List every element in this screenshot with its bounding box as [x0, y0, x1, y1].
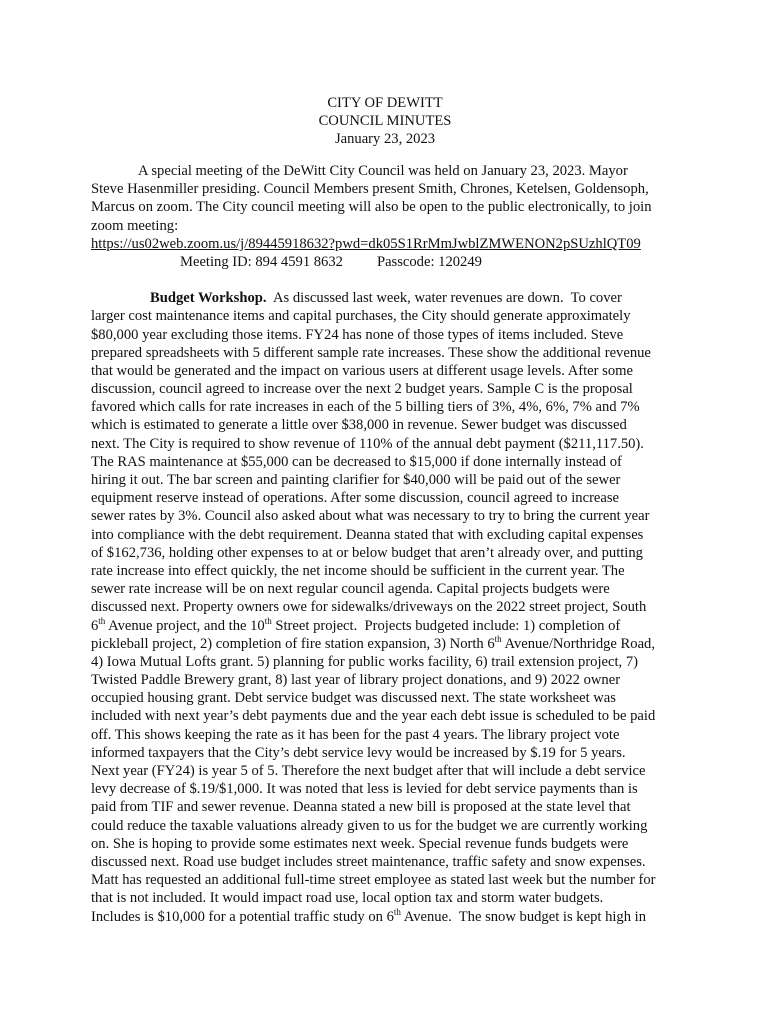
city-name: CITY OF DEWITT: [327, 95, 443, 111]
paragraph-line: on. She is hoping to provide some estimates next week. Special revenue funds budgets were: [91, 835, 629, 852]
paragraph-line: Twisted Paddle Brewery grant, 8) last year of library project donations, and 9) 2022 owner: [91, 672, 621, 689]
paragraph-line: levy decrease of $.19/$1,000. It was noted that less is levied for debt service payments than is: [91, 781, 638, 798]
paragraph-line: equipment reserve instead of operations. After some discussion, council agreed to increase: [91, 490, 620, 507]
paragraph-line: As discussed last week, water revenues are down. To cover: [266, 290, 622, 307]
paragraph-line: discussed next. Property owners owe for sidewalks/driveways on the 2022 street project, South: [91, 599, 647, 616]
paragraph-line: favored which calls for rate increases in each of the 5 billing tiers of 3%, 4%, 6%, 7% and 7%: [91, 399, 640, 416]
meeting-id: Meeting ID: 894 4591 8632: [180, 253, 343, 270]
paragraph-line: off. This shows keeping the rate as it has been for the past 4 years. The library project vote: [91, 726, 620, 743]
paragraph-line: $80,000 year excluding those items. FY24 has none of those types of items included. Steve: [91, 326, 624, 343]
paragraph-line: into compliance with the debt requirement. Deanna stated that with excluding capital expenses: [91, 526, 644, 543]
paragraph-line: discussed next. Road use budget includes street maintenance, traffic safety and snow expenses.: [91, 853, 646, 870]
paragraph-line: included with next year’s debt payments due and the year each debt issue is scheduled to be paid: [91, 708, 656, 725]
section-heading: Budget Workshop.: [150, 290, 267, 307]
paragraph-line: could reduce the taxable valuations already given to us for the budget we are currently working: [91, 817, 648, 834]
paragraph-line: rate increase into effect quickly, the net income should be sufficient in the current year. The: [91, 562, 625, 579]
intro-line: Steve Hasenmiller presiding. Council Members present Smith, Chrones, Ketelsen, Goldensoph,: [91, 181, 649, 198]
meeting-credentials: [91, 253, 695, 271]
budget-workshop-paragraph: [91, 289, 695, 926]
document-header: [0, 94, 770, 149]
paragraph-line: discussion, council agreed to increase over the next 2 budget years. Sample C is the proposal: [91, 381, 633, 398]
paragraph-line: Includes is $10,000 for a potential traffic study on 6th Avenue. The snow budget is kept high in: [91, 906, 647, 925]
intro-line: Marcus on zoom. The City council meeting will also be open to the public electronically, to join: [91, 199, 652, 216]
paragraph-line: prepared spreadsheets with 5 different sample rate increases. These show the additional revenue: [91, 344, 651, 361]
paragraph-line: that would be generated and the impact on various users at different usage levels. After some: [91, 362, 633, 379]
paragraph-line: sewer rates by 3%. Council also asked about what was necessary to try to bring the current year: [91, 508, 650, 525]
paragraph-line: The RAS maintenance at $55,000 can be decreased to $15,000 if done internally instead of: [91, 453, 622, 470]
paragraph-line: next. The City is required to show revenue of 110% of the annual debt payment ($211,117.50).: [91, 435, 644, 452]
intro-line: zoom meeting:: [91, 217, 179, 234]
paragraph-line: of $162,736, holding other expenses to at or below budget that aren’t already over, and putting: [91, 544, 643, 561]
paragraph-line: 6th Avenue project, and the 10th Street project. Projects budgeted include: 1) completion of: [91, 615, 621, 634]
paragraph-line: informed taxpayers that the City’s debt service levy would be increased by $.19 for 5 years.: [91, 744, 626, 761]
document-title: COUNCIL MINUTES: [318, 113, 452, 130]
paragraph-line: Matt has requested an additional full-time street employee as stated last week but the number for: [91, 872, 656, 889]
intro-line: A special meeting of the DeWitt City Council was held on January 23, 2023. Mayor: [138, 163, 628, 179]
paragraph-line: larger cost maintenance items and capital purchases, the City should generate approximately: [91, 308, 631, 325]
paragraph-line: Next year (FY24) is year 5 of 5. Therefore the next budget after that will include a debt service: [91, 763, 646, 779]
paragraph-line: which is estimated to generate a little over $38,000 in revenue. Sewer budget was discussed: [91, 417, 627, 434]
paragraph-line: 4) Iowa Mutual Lofts grant. 5) planning for public works facility, 6) trail extension project, 7): [91, 653, 638, 670]
zoom-meeting-link[interactable]: https://us02web.zoom.us/j/89445918632?pwd=dk05S1RrMmJwblZMWENON2pSUzhlQT09: [91, 235, 641, 252]
paragraph-line: pickleball project, 2) completion of fire station expansion, 3) North 6th Avenue/Northridge Road,: [91, 633, 656, 652]
document-body: [91, 162, 695, 926]
paragraph-line: occupied housing grant. Debt service budget was discussed next. The state worksheet was: [91, 690, 616, 707]
intro-paragraph: [91, 162, 695, 271]
paragraph-line: hiring it out. The bar screen and painting clarifier for $40,000 will be paid out of the sewer: [91, 472, 621, 488]
paragraph-line: paid from TIF and sewer revenue. Deanna stated a new bill is proposed at the state level that: [91, 799, 631, 816]
paragraph-line: sewer rate increase will be on next regular council agenda. Capital projects budgets were: [91, 581, 610, 598]
meeting-date: January 23, 2023: [334, 131, 436, 148]
meeting-passcode: Passcode: 120249: [376, 253, 482, 270]
paragraph-line: that is not included. It would impact road use, local option tax and storm water budgets.: [91, 890, 604, 907]
